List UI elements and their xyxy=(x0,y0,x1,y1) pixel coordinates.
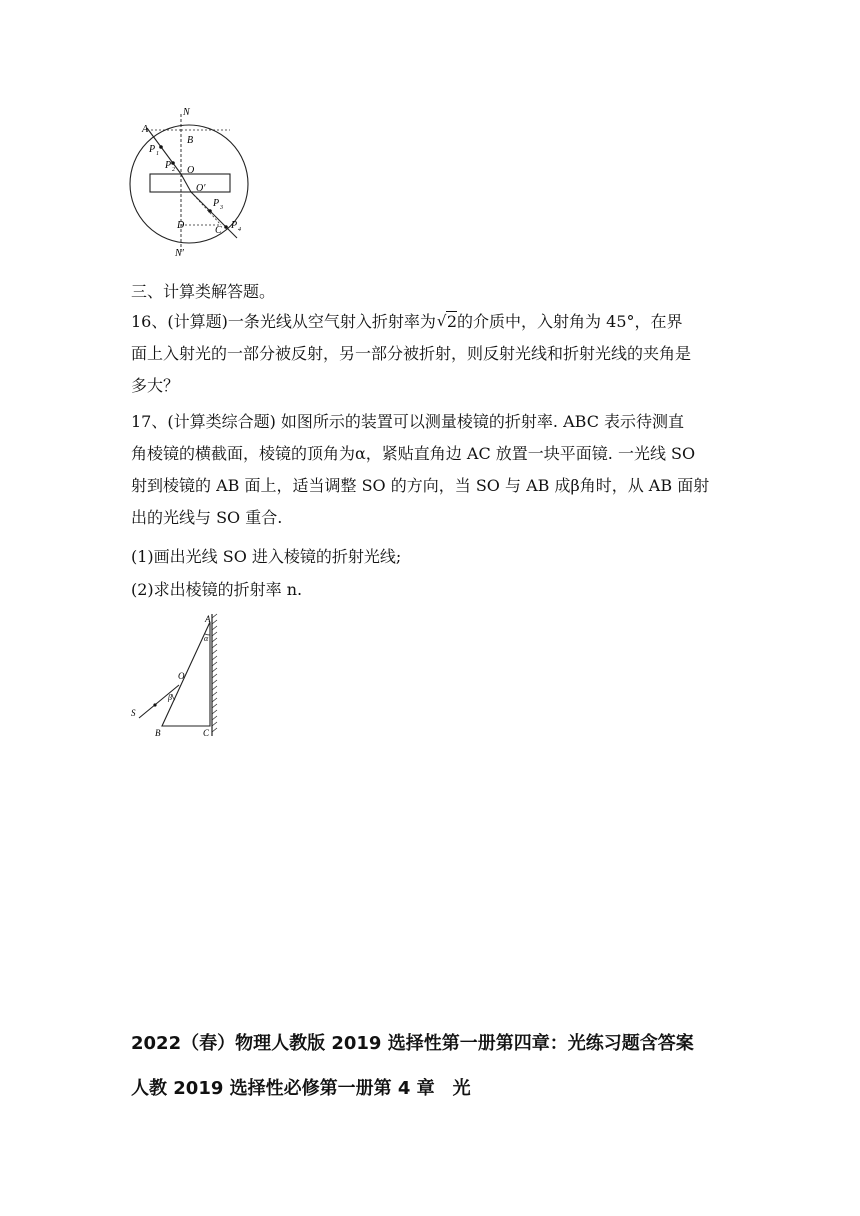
q17-line-3: 射到棱镜的 AB 面上，适当调整 SO 的方向，当 SO 与 AB 成β角时，从 AB 面射 xyxy=(131,476,710,495)
q16-line-2: 面上入射光的一部分被反射，另一部分被折射，则反射光线和折射光线的夹角是 xyxy=(131,344,692,363)
label-P1: P xyxy=(149,144,156,155)
q17-line-2: 角棱镜的横截面，棱镜的顶角为α，紧贴直角边 AC 放置一块平面镜. 一光线 SO xyxy=(131,444,696,463)
label-O: O xyxy=(187,165,195,176)
label-O: O xyxy=(178,671,185,681)
label-B: B xyxy=(187,135,194,146)
refraction-circle-figure xyxy=(120,100,260,265)
label-P4-sub: 4 xyxy=(238,227,241,233)
q16-text-b: 的介质中，入射角为 45°，在界 xyxy=(457,312,683,331)
label-P1-sub: 1 xyxy=(156,151,159,157)
label-N: N xyxy=(183,107,190,118)
q17-part-2: (2)求出棱镜的折射率 n. xyxy=(131,580,303,599)
q17-line-1: 17、(计算类综合题) 如图所示的装置可以测量棱镜的折射率. ABC 表示待测直 xyxy=(131,412,685,431)
q16-line-1 xyxy=(131,310,751,334)
section-title: 三、计算类解答题。 xyxy=(131,282,276,301)
label-P2-sub: 2 xyxy=(172,167,175,173)
sqrt-value: 2 xyxy=(446,312,458,331)
label-P4: P xyxy=(231,220,238,231)
q16-line-3: 多大？ xyxy=(131,376,180,395)
label-D: D xyxy=(177,220,185,231)
label-P3: P xyxy=(213,198,220,209)
label-B: B xyxy=(155,728,161,738)
sqrt-expression: √ 2 xyxy=(436,312,458,331)
label-A: A xyxy=(142,124,149,135)
document-heading-1: 2022（春）物理人教版 2019 选择性第一册第四章：光练习题含答案 xyxy=(131,1033,694,1054)
label-P2: P xyxy=(165,160,172,171)
label-C: C xyxy=(203,728,210,738)
document-heading-2: 人教 2019 选择性必修第一册第 4 章 光 xyxy=(131,1078,471,1099)
q16-text-a: 16、(计算题)一条光线从空气射入折射率为 xyxy=(131,312,436,331)
label-alpha: α xyxy=(204,634,209,643)
label-O-prime: O′ xyxy=(196,183,206,194)
q17-part-1: (1)画出光线 SO 进入棱镜的折射光线; xyxy=(131,547,402,566)
label-C: C xyxy=(215,225,222,236)
label-beta: β xyxy=(168,693,172,702)
label-P3-sub: 3 xyxy=(220,205,223,211)
prism-mirror-figure xyxy=(125,608,225,740)
label-A: A xyxy=(205,614,211,624)
label-S: S xyxy=(131,708,136,718)
label-N-prime: N′ xyxy=(175,248,184,259)
q17-line-4: 出的光线与 SO 重合. xyxy=(131,508,283,527)
